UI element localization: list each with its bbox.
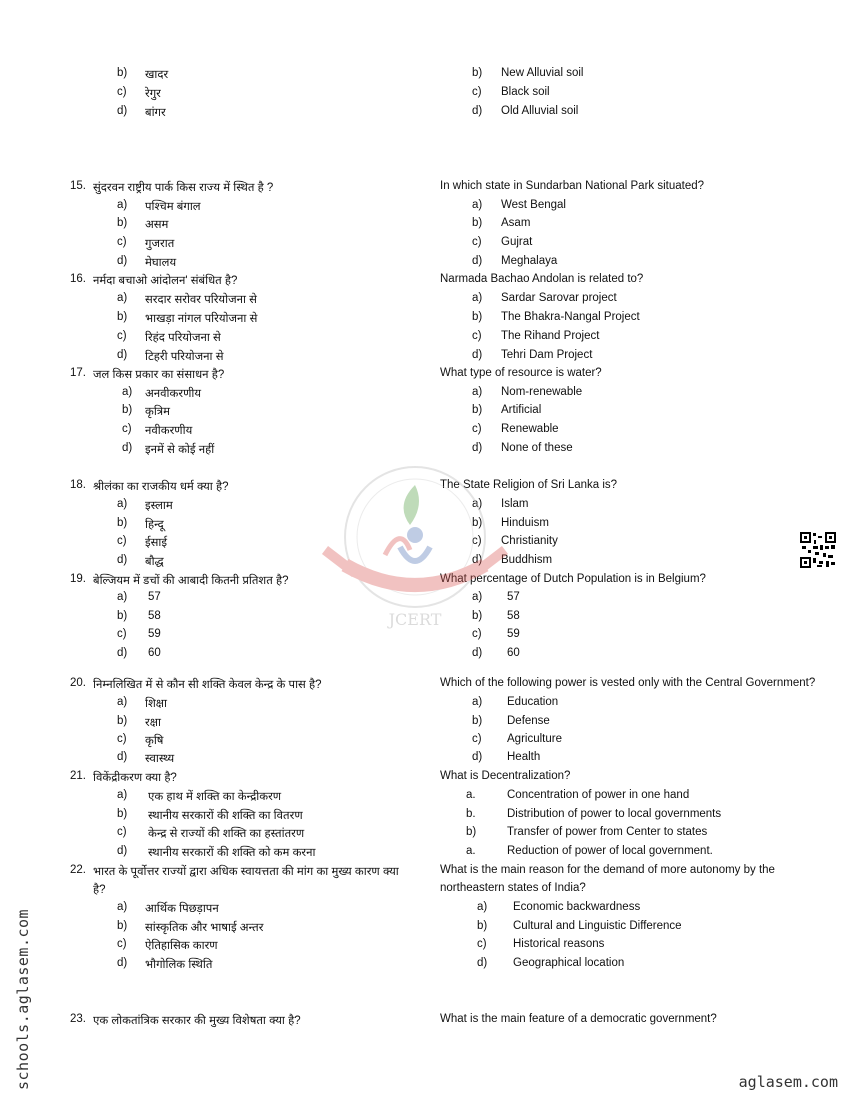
option-letter: b) [117,517,128,529]
option-text: Meghalaya [501,255,558,267]
option-text: Education [507,696,559,708]
question-text-hindi: जल किस प्रकार का संसाधन है? [93,369,225,381]
question-text-hindi: विकेंद्रीकरण क्या है? [93,772,177,784]
question-text-hindi: एक लोकतांत्रिक सरकार की मुख्य विशेषता क्या है? [93,1015,301,1027]
option-text: Asam [501,217,531,229]
option-text: कृत्रिम [145,406,171,418]
option-text: भौगोलिक स्थिति [145,959,213,971]
option-text: 58 [507,610,520,622]
option-text: रिहंद परियोजना से [145,332,221,344]
option-letter: d) [472,105,483,117]
option-text: Gujrat [501,236,533,248]
option-text: Artificial [501,404,542,416]
question-number: 23. [70,1013,86,1025]
option-letter: a) [472,386,483,398]
option-text: Old Alluvial soil [501,105,579,117]
question-text-english: What percentage of Dutch Population is in Belgium? [440,573,706,585]
option-text: रेगुर [145,88,161,100]
option-text: सरदार सरोवर परियोजना से [145,294,257,306]
question-text-hindi: निम्नलिखित में से कौन सी शक्ति केवल केन्द्र के पास है? [93,679,322,691]
option-text: Distribution of power to local governments [507,808,722,820]
option-letter: d) [472,442,483,454]
option-letter: d) [117,751,128,763]
question-text-hindi: बेल्जियम में डचों की आबादी कितनी प्रतिशत है? [93,575,289,587]
option-letter: b) [117,920,128,932]
question-number: 15. [70,180,86,192]
option-letter: b) [477,920,488,932]
option-text: टिहरी परियोजना से [145,351,224,363]
option-letter: c) [117,330,127,342]
option-letter: a) [472,696,483,708]
option-letter: b) [466,826,477,838]
option-text: Transfer of power from Center to states [507,826,708,838]
option-text: सांस्कृतिक और भाषाई अन्तर [145,922,264,934]
question-text-hindi-cont: है? [93,884,106,896]
option-text: स्वास्थ्य [145,753,175,765]
option-text: आर्थिक पिछड़ापन [145,903,219,915]
option-text: 60 [507,647,520,659]
option-letter: c) [472,236,482,248]
option-letter: a) [472,199,483,211]
option-letter: b) [472,517,483,529]
option-letter: d) [472,751,483,763]
question-text-english-cont: northeastern states of India? [440,882,586,894]
option-letter: c) [472,628,482,640]
question-text-english: In which state in Sundarban National Park situated? [440,180,705,192]
option-text: ईसाई [145,537,168,549]
option-text: गुजरात [145,238,175,250]
option-text: West Bengal [501,199,566,211]
option-letter: d) [117,255,128,267]
option-text: भाखड़ा नांगल परियोजना से [145,313,258,325]
option-text: Buddhism [501,554,553,566]
option-text: हिन्दू [145,519,164,531]
option-text: 57 [148,591,161,603]
option-text: शिक्षा [145,698,168,710]
question-number: 16. [70,273,86,285]
option-letter: b) [472,311,483,323]
question-number: 21. [70,770,86,782]
option-text: 58 [148,610,161,622]
option-letter: d) [472,554,483,566]
question-number: 20. [70,677,86,689]
option-letter: b) [472,217,483,229]
option-text: Historical reasons [513,938,605,950]
option-letter: b) [117,67,128,79]
side-watermark: schools.aglasem.com [14,908,32,1090]
option-text: नवीकरणीय [145,425,193,437]
option-text: बौद्ध [145,556,164,568]
option-letter: a) [477,901,488,913]
option-text: रक्षा [145,717,161,729]
jcert-watermark-logo [315,455,515,635]
option-letter: d) [117,554,128,566]
question-text-english: Narmada Bachao Andolan is related to? [440,273,644,285]
option-letter: a) [117,696,128,708]
option-letter: a) [117,789,128,801]
question-text-english: The State Religion of Sri Lanka is? [440,479,618,491]
option-letter: a) [472,292,483,304]
option-letter: c) [117,535,127,547]
option-letter: b) [117,715,128,727]
option-text: खादर [145,69,169,81]
option-text: एक हाथ में शक्ति का केन्द्रीकरण [148,791,282,803]
option-letter: b) [117,311,128,323]
option-text: स्थानीय सरकारों की शक्ति का वितरण [148,810,303,822]
bottom-watermark: aglasem.com [738,1073,838,1091]
option-text: The Rihand Project [501,330,600,342]
question-number: 17. [70,367,86,379]
option-letter: a) [117,591,128,603]
option-text: इस्लाम [145,500,173,512]
option-letter: a) [472,591,483,603]
option-letter: b) [117,610,128,622]
option-letter: a. [466,789,476,801]
option-text: Geographical location [513,957,625,969]
question-number: 22. [70,864,86,876]
option-letter: c) [117,628,127,640]
option-letter: b) [122,404,133,416]
option-letter: b) [472,715,483,727]
question-text-english: What is the main feature of a democratic government? [440,1013,717,1025]
question-number: 18. [70,479,86,491]
option-text: Concentration of power in one hand [507,789,690,801]
question-text-hindi: नर्मदा बचाओ आंदोलन' संबंधित है? [93,275,238,287]
option-text: Christianity [501,535,558,547]
option-letter: b. [466,808,476,820]
option-text: 59 [148,628,161,640]
option-letter: c) [477,938,487,950]
option-text: Islam [501,498,529,510]
option-text: Hinduism [501,517,549,529]
option-text: मेघालय [145,257,177,269]
option-letter: c) [117,938,127,950]
option-letter: a) [117,199,128,211]
option-letter: d) [117,647,128,659]
option-text: Tehri Dam Project [501,349,593,361]
option-letter: c) [472,535,482,547]
option-letter: a) [122,386,133,398]
option-text: Cultural and Linguistic Difference [513,920,682,932]
option-text: Agriculture [507,733,562,745]
option-letter: b) [472,67,483,79]
option-letter: a) [117,901,128,913]
option-letter: c) [117,826,127,838]
question-number: 19. [70,573,86,585]
option-text: पश्चिम बंगाल [145,201,201,213]
option-text: बांगर [145,107,166,119]
option-text: केन्द्र से राज्यों की शक्ति का हस्तांतरण [148,828,305,840]
svg-text:JCERT: JCERT [388,610,442,629]
option-text: 59 [507,628,520,640]
question-text-english: What is Decentralization? [440,770,571,782]
option-letter: d) [477,957,488,969]
option-letter: d) [472,647,483,659]
option-text: None of these [501,442,573,454]
option-text: ऐतिहासिक कारण [145,940,218,952]
option-letter: c) [117,86,127,98]
option-letter: c) [472,86,482,98]
option-text: असम [145,219,169,231]
option-text: Defense [507,715,550,727]
question-text-hindi: सुंदरवन राष्ट्रीय पार्क किस राज्य में स्थित है ? [93,182,274,194]
option-text: कृषि [145,735,164,747]
option-text: Renewable [501,423,559,435]
option-text: Nom-renewable [501,386,583,398]
question-text-english: Which of the following power is vested only with the Central Government? [440,677,816,689]
option-letter: d) [117,349,128,361]
option-text: 57 [507,591,520,603]
question-text-hindi: श्रीलंका का राजकीय धर्म क्या है? [93,481,229,493]
option-letter: a) [117,292,128,304]
option-letter: b) [117,808,128,820]
option-letter: a. [466,845,476,857]
option-letter: c) [472,423,482,435]
option-letter: b) [117,217,128,229]
option-text: Reduction of power of local government. [507,845,713,857]
option-text: इनमें से कोई नहीं [145,444,215,456]
option-letter: c) [117,236,127,248]
option-letter: d) [117,845,128,857]
option-letter: c) [472,330,482,342]
option-letter: c) [117,733,127,745]
option-letter: d) [117,105,128,117]
question-text-hindi: भारत के पूर्वोत्तर राज्यों द्वारा अधिक स्वायत्तता की मांग का मुख्य कारण क्या [93,866,399,878]
option-text: New Alluvial soil [501,67,584,79]
option-letter: d) [122,442,133,454]
option-text: Sardar Sarovar project [501,292,617,304]
question-text-english: What type of resource is water? [440,367,602,379]
option-text: स्थानीय सरकारों की शक्ति को कम करना [148,847,316,859]
question-text-english: What is the main reason for the demand of more autonomy by the [440,864,775,876]
option-text: The Bhakra-Nangal Project [501,311,640,323]
option-text: अनवीकरणीय [145,388,202,400]
option-letter: d) [472,255,483,267]
option-letter: c) [472,733,482,745]
option-text: Economic backwardness [513,901,641,913]
option-text: 60 [148,647,161,659]
option-text: Health [507,751,541,763]
qr-code [799,531,837,569]
option-text: Black soil [501,86,550,98]
option-letter: d) [472,349,483,361]
option-letter: d) [117,957,128,969]
option-letter: a) [472,498,483,510]
option-letter: a) [117,498,128,510]
option-letter: b) [472,404,483,416]
option-letter: b) [472,610,483,622]
option-letter: c) [122,423,132,435]
